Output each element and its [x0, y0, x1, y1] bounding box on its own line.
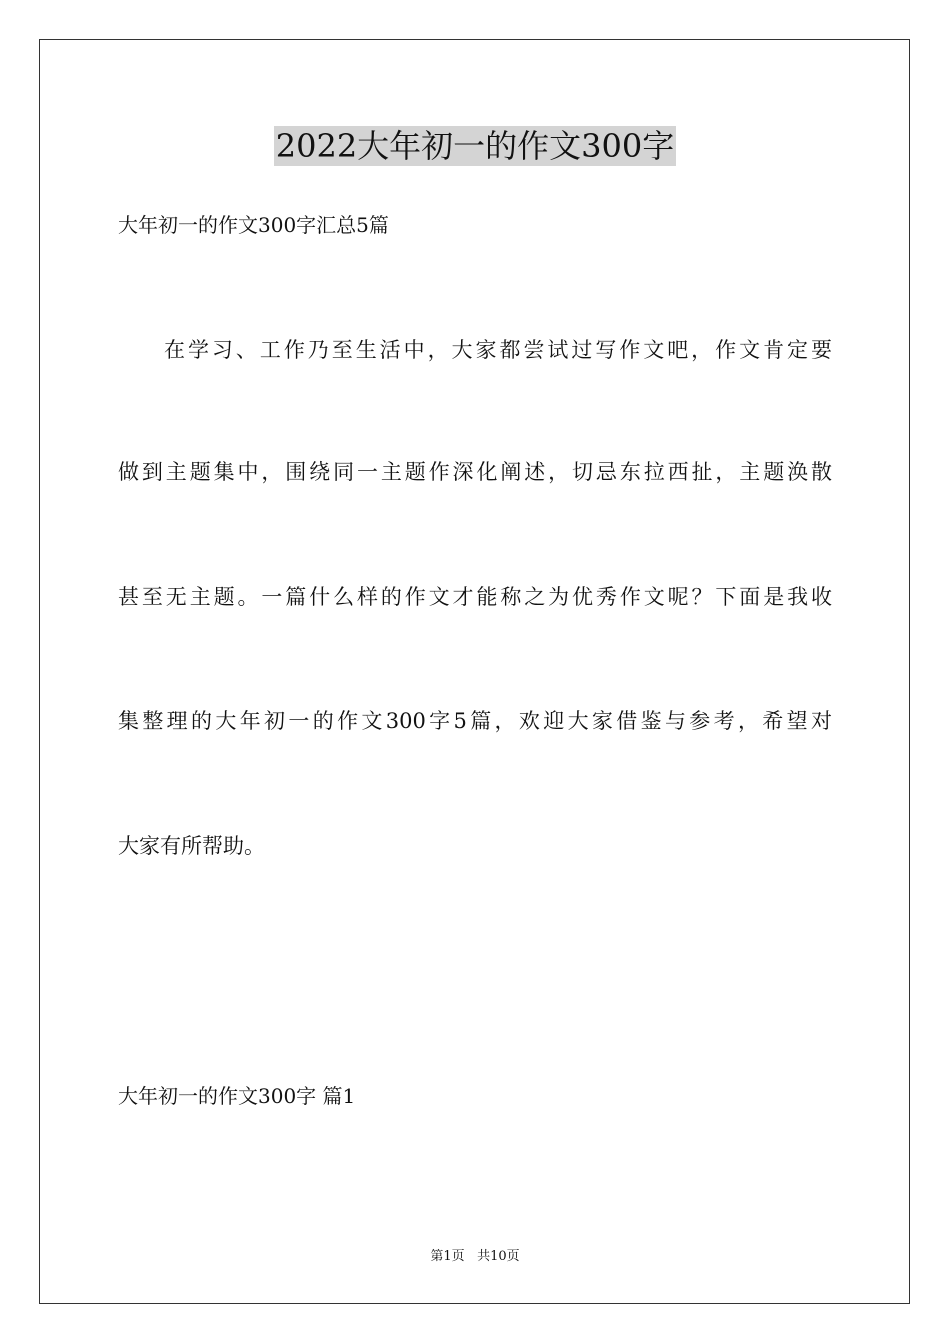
paragraph-line-1: 在学习、工作乃至生活中，大家都尝试过写作文吧，作文肯定要: [164, 338, 832, 362]
paragraph-line-5: 大家有所帮助。: [118, 834, 265, 858]
document-title: 2022大年初一的作文300字: [275, 127, 675, 165]
document-subtitle: 大年初一的作文300字汇总5篇: [118, 213, 389, 237]
page-footer: [0, 1248, 950, 1266]
paragraph-line-4: 集整理的大年初一的作文300字5篇，欢迎大家借鉴与参考，希望对: [118, 709, 832, 733]
total-pages: 共10页: [477, 1249, 520, 1264]
paragraph-line-2: 做到主题集中，围绕同一主题作深化阐述，切忌东拉西扯，主题涣散: [118, 460, 832, 484]
title-container: [0, 126, 950, 166]
page-number: 第1页: [430, 1249, 465, 1264]
paragraph-line-3: 甚至无主题。一篇什么样的作文才能称之为优秀作文呢？下面是我收: [118, 585, 832, 609]
section-heading: 大年初一的作文300字 篇1: [118, 1084, 356, 1108]
